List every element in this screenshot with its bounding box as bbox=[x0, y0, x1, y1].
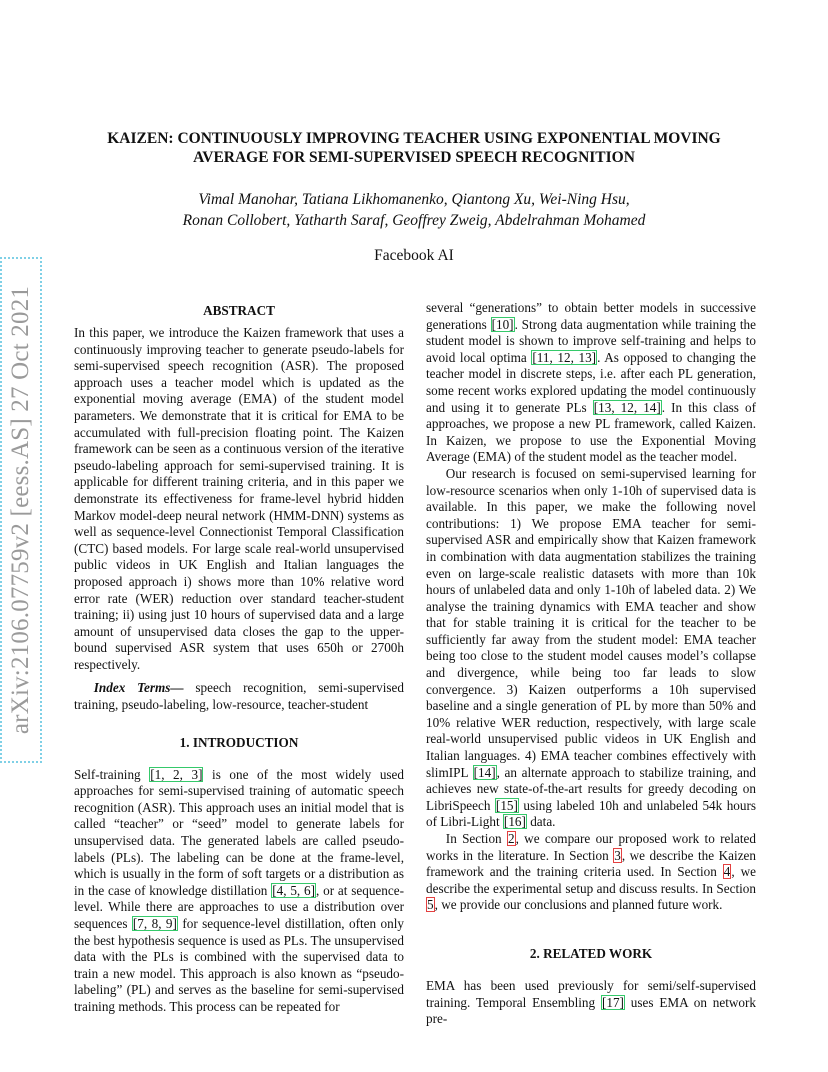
section-ref-link[interactable]: 2 bbox=[507, 831, 515, 846]
title-line-2: AVERAGE FOR SEMI-SUPERVISED SPEECH RECOGNITION bbox=[193, 149, 635, 166]
text-span: In Section bbox=[445, 831, 507, 846]
title-line-1: KAIZEN: CONTINUOUSLY IMPROVING TEACHER USING EXPONENTIAL MOVING bbox=[107, 130, 721, 147]
authors-line-2: Ronan Collobert, Yatharth Saraf, Geoffrey Zweig, Abdelrahman Mohamed bbox=[182, 212, 646, 229]
arxiv-identifier: arXiv:2106.07759v2 [eess.AS] 27 Oct 2021 bbox=[3, 260, 39, 760]
left-column bbox=[74, 300, 404, 1016]
text-span: uses EMA on network pre- bbox=[426, 994, 756, 1027]
paper-title bbox=[60, 129, 768, 167]
citation-link[interactable]: [1, 2, 3] bbox=[150, 766, 203, 782]
text-span: , we provide our conclusions and planned future work. bbox=[434, 897, 723, 913]
citation-link[interactable]: [7, 8, 9] bbox=[132, 916, 177, 931]
section-ref-link[interactable]: 5 bbox=[427, 897, 434, 913]
intro-paragraph-3 bbox=[426, 831, 756, 914]
abstract-text: In this paper, we introduce the Kaizen framework that uses a continuously improving teacher to generate pseudo-labels for semi-supervised speech recognition (ASR). The proposed approach uses a teacher model which is updated as the exponential moving average (EMA) of the student model parameters. We demonstrate that it is critical for EMA to be accumulated with full-precision floating point. The Kaizen framework can be seen as a continuous version of the iterative pseudo-labeling approach for semi-supervised training. It is applicable for different training criteria, and in this paper we demonstrate its effectiveness for frame-level hybrid hidden Markov model-deep neural network (HMM-DNN) systems as well as sequence-level Connectionist Temporal Classification (CTC) based models. For large scale real-world unsupervised public videos in UK English and Italian languages the proposed approach i) shows more than 10% relative word error rate (WER) reduction over standard teacher-student training; ii) using just 10 hours of supervised data and a large amount of unsupervised data closes the gap to the upper-bound supervised ASR system that uses 650h or 2700h respectively. bbox=[74, 325, 404, 672]
text-span: . Strong data augmentation while training the student model is shown to improve self-training and helps to avoid local optima bbox=[426, 316, 756, 365]
citation-link[interactable]: [15] bbox=[495, 797, 518, 813]
citation-link[interactable]: [10] bbox=[491, 316, 514, 332]
text-span: several “generations” to obtain better models in successive generations bbox=[426, 300, 756, 332]
right-column bbox=[426, 300, 756, 1028]
citation-link[interactable]: [14] bbox=[473, 764, 496, 780]
author-list bbox=[60, 189, 768, 231]
text-span: Our research is focused on semi-supervised learning for low-resource scenarios when only 1-10h of supervised data is available. In this paper, we make the following novel contributions: 1) We propose EMA teacher for semi-supervised ASR and empirically show that Kaizen framework in combination with data augmentation stabilizes the training even on large-scale realistic datasets with more than 10k hours of unlabeled data and only 1-10h of labeled data. 2) We analyse the training dynamics with EMA teacher and show that for stable training it is critical for the teacher to be sufficiently far away from the student model: EMA teacher being too close to the student model causes model’s collapse and divergence, while being too far leads to slow convergence. 3) Kaizen outperforms a 10h supervised baseline and a single generation of PL by more than 50% and 10% relative WER reduction, respectively, with large scale real-world unsupervised public videos in UK English and Italian languages. 4) EMA teacher combines effectively with slimIPL bbox=[426, 465, 756, 780]
section-ref-link[interactable]: 4 bbox=[723, 864, 731, 880]
text-span: is one of the most widely used approaches for semi-supervised training of automatic speech recognition (ASR). This approach uses an initial model that is called “teacher” or “seed” model to generate labels for unsupervised data. The generated labels are called pseudo-labels (PLs). The labeling can be done at the frame-level, which is usually in the form of soft targets or a distribution as in the case of knowledge distillation bbox=[74, 766, 404, 898]
citation-link[interactable]: [11, 12, 13] bbox=[532, 349, 597, 365]
text-span: , we describe the Kaizen framework and the training criteria used. In Section bbox=[426, 847, 756, 880]
text-span: Self-training bbox=[74, 766, 150, 782]
text-span: , an alternate approach to stabilize training, and achieves new state-of-the-art results for greedy decoding on LibriSpeech bbox=[426, 764, 757, 813]
introduction-heading: 1. INTRODUCTION bbox=[179, 734, 299, 750]
affiliation: Facebook AI bbox=[374, 247, 454, 264]
citation-link[interactable]: [16] bbox=[503, 814, 526, 830]
text-span: . In this class of approaches, we propose a new PL framework, called Kaizen. In Kaizen, we propose to use the Exponential Moving Average (EMA) of the student model as the teacher model. bbox=[426, 399, 756, 465]
index-terms bbox=[74, 680, 404, 713]
citation-link[interactable]: [4, 5, 6] bbox=[272, 882, 316, 898]
text-span: . As opposed to changing the teacher model in discrete steps, i.e. after each PL generation, some recent works explored updating the model continuously and using it to generate PLs bbox=[426, 349, 756, 415]
intro-paragraph-1 bbox=[74, 767, 404, 1016]
related-work-heading: 2. RELATED WORK bbox=[529, 945, 653, 961]
authors-line-1: Vimal Manohar, Tatiana Likhomanenko, Qiantong Xu, Wei-Ning Hsu, bbox=[198, 191, 630, 208]
index-terms-text: speech recognition, semi-supervised training, pseudo-labeling, low-resource, teacher-student bbox=[74, 680, 404, 713]
section-ref-link[interactable]: 3 bbox=[614, 847, 621, 863]
intro-paragraph-1-continued bbox=[426, 300, 756, 466]
text-span: EMA has been used previously for semi/self-supervised training. Temporal Ensembling bbox=[426, 977, 756, 1010]
text-span: for sequence-level distillation, often only the best hypothesis sequence is used as PLs. The unsupervised data with the PLs is combined with the supervised data to train a new model. This approach is also known as “pseudo-labeling” (PL) and serves as the baseline for semi-supervised training methods. This process can be repeated for bbox=[74, 916, 404, 1014]
index-terms-label: Index Terms— bbox=[93, 680, 184, 696]
text-span: data. bbox=[526, 814, 556, 830]
abstract-heading: ABSTRACT bbox=[203, 303, 275, 318]
related-work-paragraph-1 bbox=[426, 978, 756, 1028]
text-span: , or at sequence-level. While there are approaches to use a distribution over sequences bbox=[74, 882, 404, 931]
citation-link[interactable]: [13, 12, 14] bbox=[593, 399, 661, 415]
intro-paragraph-2 bbox=[426, 466, 756, 831]
text-span: using labeled 10h and unlabeled 54k hours of Libri-Light bbox=[426, 797, 756, 830]
text-span: , we compare our proposed work to related works in the literature. In Section bbox=[426, 831, 756, 863]
citation-link[interactable]: [17] bbox=[601, 994, 624, 1010]
text-span: , we describe the experimental setup and discuss results. In Section bbox=[426, 864, 756, 896]
